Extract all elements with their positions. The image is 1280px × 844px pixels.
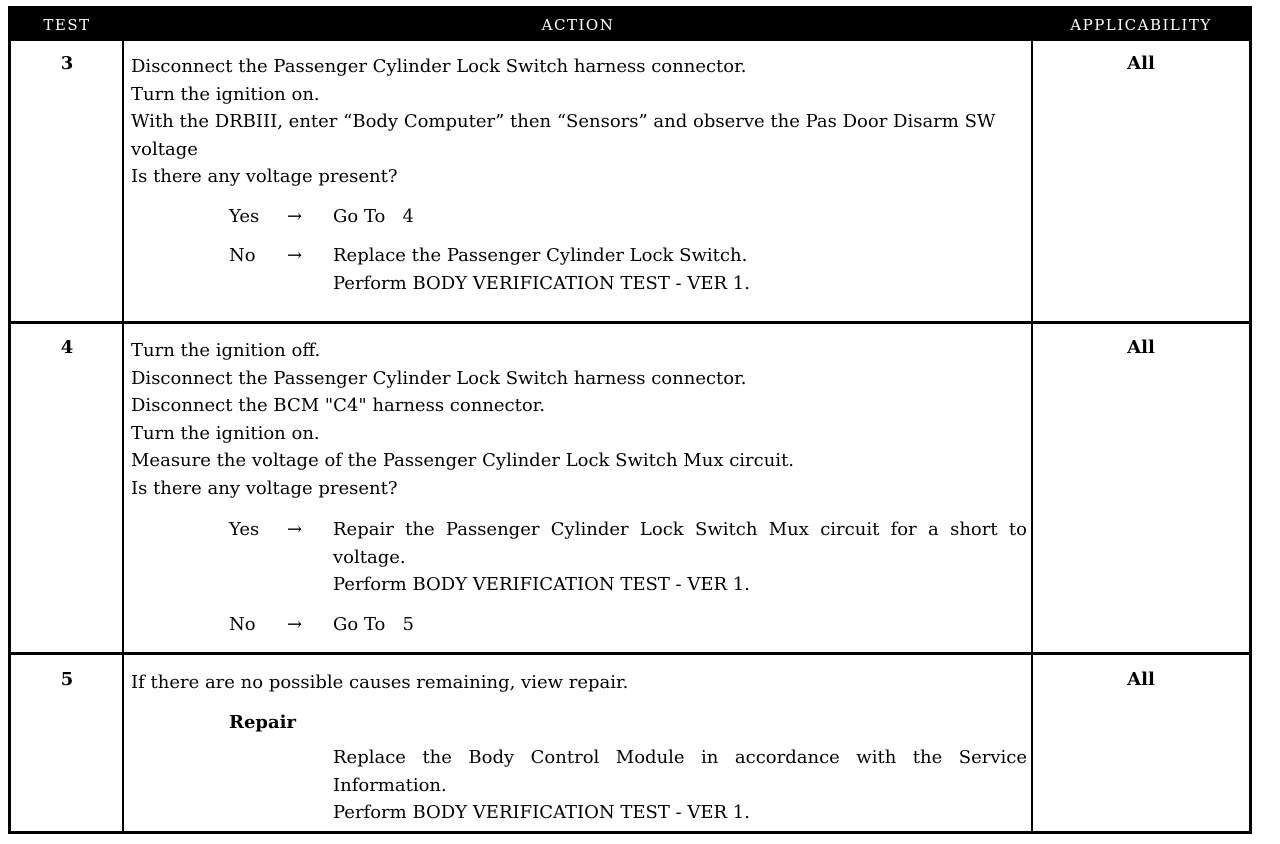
no-label: No — [229, 613, 256, 635]
applicability-value: All — [1127, 53, 1155, 74]
right-arrow-icon: → — [287, 245, 303, 266]
right-arrow-icon: → — [287, 613, 303, 635]
action-step: Disconnect the BCM "C4" harness connector. — [131, 395, 546, 416]
column-divider — [122, 41, 124, 831]
action-step: Is there any voltage present? — [131, 166, 398, 187]
no-label: No — [229, 245, 256, 266]
column-divider — [1031, 41, 1033, 831]
action-step: Turn the ignition on. — [131, 422, 320, 444]
row-divider — [11, 321, 1249, 324]
right-arrow-icon: → — [287, 205, 303, 227]
test-number: 5 — [60, 669, 74, 690]
action-step: If there are no possible causes remaining, view repair. — [131, 672, 629, 693]
action-cell — [131, 53, 1027, 297]
yes-option — [131, 516, 1027, 599]
yes-result: Perform BODY VERIFICATION TEST - VER 1. — [333, 574, 750, 595]
repair-line: Replace the Body Control Module in accordance with the Service Information. — [333, 747, 1027, 796]
diagnostic-table — [8, 6, 1252, 834]
no-result: Replace the Passenger Cylinder Lock Switch. — [333, 245, 748, 266]
applicability-value: All — [1127, 669, 1155, 690]
header-action: ACTION — [541, 16, 615, 34]
yes-label: Yes — [229, 205, 260, 227]
header-applicability: APPLICABILITY — [1070, 16, 1212, 34]
test-number: 4 — [60, 337, 74, 358]
no-option — [131, 611, 1027, 639]
no-option — [131, 242, 1027, 297]
yes-label: Yes — [229, 519, 260, 540]
action-step: Measure the voltage of the Passenger Cylinder Lock Switch Mux circuit. — [131, 450, 795, 471]
action-step: Turn the ignition off. — [131, 340, 321, 361]
yes-result: Repair the Passenger Cylinder Lock Switch Mux circuit for a short to voltage. — [333, 519, 1027, 568]
repair-line: Perform BODY VERIFICATION TEST - VER 1. — [333, 802, 750, 823]
repair-body — [333, 744, 1027, 827]
test-number: 3 — [60, 53, 74, 74]
action-step: Turn the ignition on. — [131, 83, 320, 105]
action-step: Is there any voltage present? — [131, 477, 398, 499]
action-step: Disconnect the Passenger Cylinder Lock Switch harness connector. — [131, 56, 747, 77]
header-test: TEST — [43, 16, 91, 34]
yes-option — [131, 203, 1027, 231]
repair-label: Repair — [229, 711, 296, 733]
table-header — [11, 9, 1249, 41]
action-step: Disconnect the Passenger Cylinder Lock Switch harness connector. — [131, 367, 747, 389]
right-arrow-icon: → — [287, 519, 303, 540]
row-divider — [11, 652, 1249, 655]
yes-result: Go To 4 — [333, 205, 414, 227]
action-step: With the DRBIII, enter “Body Computer” then “Sensors” and observe the Pas Door Disarm SW voltage — [131, 111, 996, 160]
no-result: Go To 5 — [333, 613, 414, 635]
action-cell — [131, 669, 1027, 827]
action-cell — [131, 337, 1027, 638]
applicability-value: All — [1127, 337, 1155, 358]
no-result: Perform BODY VERIFICATION TEST - VER 1. — [333, 272, 750, 294]
